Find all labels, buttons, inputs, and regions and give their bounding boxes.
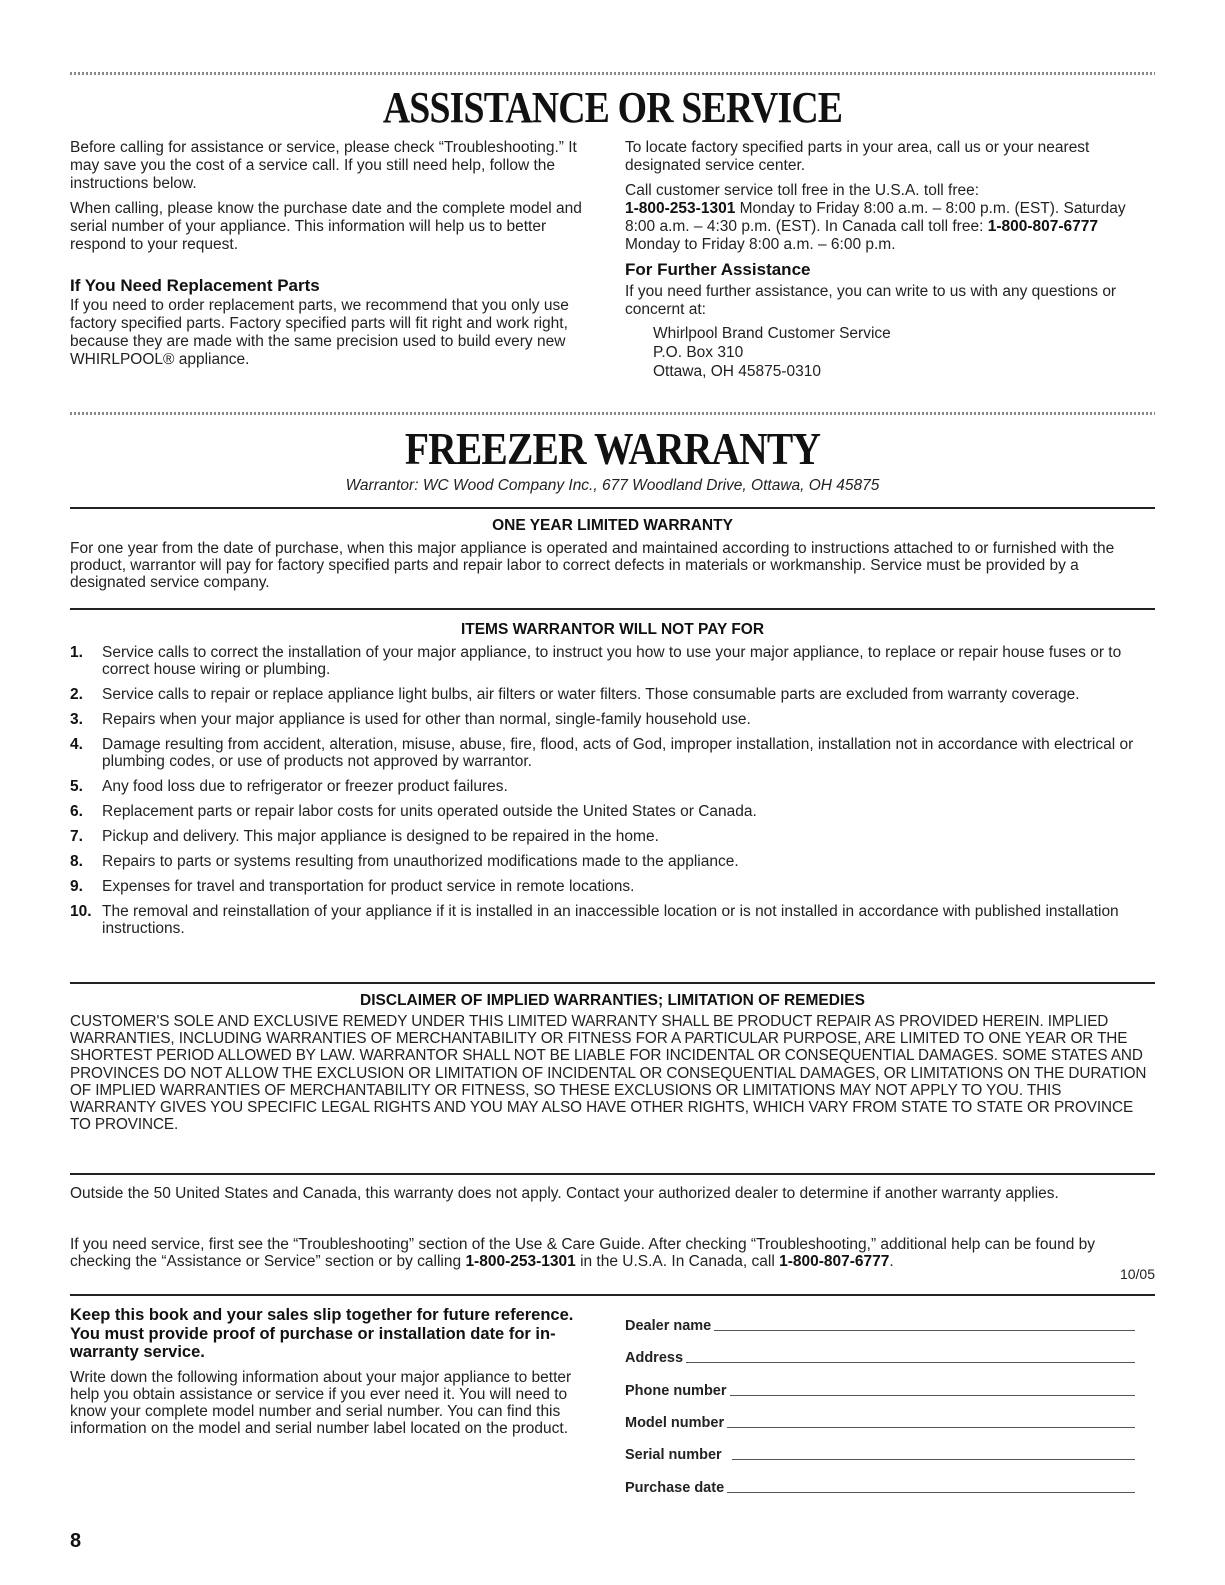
field-label: Model number — [625, 1415, 725, 1431]
customer-service-intro: Call customer service toll free in the U.S.A. toll free: — [625, 182, 980, 199]
top-divider — [70, 72, 1155, 75]
keep-book-section — [70, 1306, 590, 1437]
assistance-left-column — [70, 139, 590, 369]
write-line — [714, 1330, 1135, 1331]
mailing-address — [625, 324, 1150, 381]
page-number: 8 — [70, 1530, 82, 1552]
assistance-calling-info: When calling, please know the purchase date and the complete model and serial number of your appliance. This information will help us to better respond to your request. — [70, 200, 582, 253]
model-number-field[interactable] — [625, 1411, 1135, 1431]
section-divider — [70, 412, 1155, 415]
list-item: 7. Pickup and delivery. This major appliance is designed to be repaired in the home. — [70, 828, 659, 845]
service-text: If you need service, first see the “Troubleshooting” section of the Use & Care Guide. After checking “Troubleshooting,” additional help can be found by checking the “Assistance or Service” section or by calling 1-800-253-1301 in the U.S.A. In Canada, call 1-800-807-6777. — [70, 1236, 1096, 1270]
one-year-text: For one year from the date of purchase, when this major appliance is operated and maintained according to instructions attached to or furnished with the product, warrantor will pay for factory specified parts and repair labor to correct defects in materials or workmanship. Service must be provided by a designated service company. — [70, 540, 1115, 591]
assistance-right-column — [625, 139, 1150, 381]
write-line — [730, 1395, 1135, 1396]
address-line: Whirlpool Brand Customer Service — [653, 325, 891, 342]
warranty-title: FREEZER WARRANTY — [404, 423, 821, 474]
replacement-parts-text: If you need to order replacement parts, we recommend that you only use factory specified parts. Factory specified parts will fit right and work right, because they are made with the same precision used to build every new WHIRLPOOL® appliance. — [70, 297, 569, 368]
write-line — [727, 1492, 1135, 1493]
assistance-intro: Before calling for assistance or service, please check “Troubleshooting.” It may save you the cost of a service call. If you still need help, follow the instructions below. — [70, 139, 577, 192]
rule — [70, 1173, 1155, 1175]
rule — [70, 507, 1155, 509]
list-item: 6. Replacement parts or repair labor costs for units operated outside the United States or Canada. — [70, 803, 757, 820]
rule — [70, 1294, 1155, 1296]
list-item: 2. Service calls to repair or replace appliance light bulbs, air filters or water filters. Those consumable parts are excluded from warranty coverage. — [70, 686, 1080, 703]
list-item: 4. Damage resulting from accident, alteration, misuse, abuse, fire, flood, acts of God, improper installation, installation not in accordance with electrical or plumbing codes, or use of products not approved by warrantor. — [70, 736, 1134, 770]
locate-parts-text: To locate factory specified parts in your area, call us or your nearest designated service center. — [625, 139, 1090, 174]
canada-hours: Monday to Friday 8:00 a.m. – 6:00 p.m. — [625, 236, 896, 253]
field-label: Phone number — [625, 1383, 727, 1399]
address-field[interactable] — [625, 1346, 1135, 1366]
field-label: Dealer name — [625, 1318, 712, 1334]
purchase-date-field[interactable] — [625, 1476, 1135, 1496]
write-line — [686, 1362, 1135, 1363]
further-assistance-heading: For Further Assistance — [625, 260, 811, 279]
canada-phone-number: 1-800-807-6777 — [987, 218, 1099, 235]
us-phone-number: 1-800-253-1301 — [625, 200, 736, 217]
rule — [70, 982, 1155, 984]
list-item: 1. Service calls to correct the installation of your major appliance, to instruct you how to use your major appliance, to replace or repair house fuses or to correct house wiring or plumbing. — [70, 644, 1122, 678]
further-assistance-text: If you need further assistance, you can write to us with any questions or concernt at: — [625, 283, 1117, 318]
field-label: Serial number — [625, 1447, 722, 1463]
date-code: 10/05 — [1119, 1266, 1155, 1282]
customer-service-text — [625, 182, 1150, 254]
field-label: Address — [625, 1350, 684, 1366]
canada-service-phone: 1-800-807-6777 — [779, 1253, 890, 1270]
outside-us-text: Outside the 50 United States and Canada, this warranty does not apply. Contact your authorized dealer to determine if another warranty applies. — [70, 1185, 1059, 1202]
phone-number-field[interactable] — [625, 1379, 1135, 1399]
assistance-title: ASSISTANCE OR SERVICE — [382, 83, 843, 132]
excluded-items-list — [70, 644, 1145, 945]
address-line: P.O. Box 310 — [653, 344, 744, 361]
keep-book-notice: Keep this book and your sales slip together for future reference. You must provide proof of purchase or installation date for in-warranty service. — [70, 1306, 574, 1361]
one-year-heading: ONE YEAR LIMITED WARRANTY — [492, 517, 733, 534]
list-item: 5. Any food loss due to refrigerator or freezer product failures. — [70, 778, 508, 795]
list-item: 8. Repairs to parts or systems resulting from unauthorized modifications made to the appliance. — [70, 853, 739, 870]
rule — [70, 608, 1155, 610]
keep-book-text: Write down the following information about your major appliance to better help you obtain assistance or service if you ever need it. You will need to know your complete model number and serial number. You can find this information on the model and serial number label located on the product. — [70, 1368, 572, 1437]
items-heading: ITEMS WARRANTOR WILL NOT PAY FOR — [460, 621, 765, 638]
disclaimer-text: CUSTOMER'S SOLE AND EXCLUSIVE REMEDY UNDER THIS LIMITED WARRANTY SHALL BE PRODUCT REPAIR AS PROVIDED HEREIN. IMPLIED WARRANTIES, INCLUDING WARRANTIES OF MERCHANTABILITY OR FITNESS FOR A PARTICULAR PURPOSE, ARE LIMITED TO ONE YEAR OR THE SHORTEST PERIOD ALLOWED BY LAW. WARRANTOR SHALL NOT BE LIABLE FOR INCIDENTAL OR CONSEQUENTIAL DAMAGES. SOME STATES AND PROVINCES DO NOT ALLOW THE EXCLUSION OR LIMITATION OF INCIDENTAL OR CONSEQUENTIAL DAMAGES, OR LIMITATIONS ON THE DURATION OF IMPLIED WARRANTIES OF MERCHANTABILITY OR FITNESS, SO THESE EXCLUSIONS OR LIMITATIONS MAY NOT APPLY TO YOU. THIS WARRANTY GIVES YOU SPECIFIC LEGAL RIGHTS AND YOU MAY ALSO HAVE OTHER RIGHTS, WHICH VARY FROM STATE TO STATE OR PROVINCE TO PROVINCE. — [70, 1013, 1147, 1134]
address-line: Ottawa, OH 45875-0310 — [653, 363, 822, 380]
field-label: Purchase date — [625, 1480, 725, 1496]
us-hours: Monday to Friday 8:00 a.m. – 8:00 p.m. (EST). Saturday 8:00 a.m. – 4:30 p.m. (EST). In Canada call toll free: — [625, 200, 1126, 235]
list-item: 10. The removal and reinstallation of your appliance if it is installed in an inaccessible location or is not installed in accordance with published installation instructions. — [70, 903, 1119, 937]
list-item: 9. Expenses for travel and transportation for product service in remote locations. — [70, 878, 635, 895]
disclaimer-heading: DISCLAIMER OF IMPLIED WARRANTIES; LIMITATION OF REMEDIES — [360, 992, 865, 1009]
us-service-phone: 1-800-253-1301 — [465, 1253, 576, 1270]
write-line — [732, 1459, 1135, 1460]
replacement-parts-heading: If You Need Replacement Parts — [70, 276, 320, 295]
write-line — [727, 1427, 1135, 1428]
list-item: 3. Repairs when your major appliance is used for other than normal, single-family household use. — [70, 711, 751, 728]
warrantor-line: Warrantor: WC Wood Company Inc., 677 Woodland Drive, Ottawa, OH 45875 — [345, 477, 880, 494]
serial-number-field[interactable] — [625, 1443, 1135, 1463]
dealer-name-field[interactable] — [625, 1314, 1135, 1334]
